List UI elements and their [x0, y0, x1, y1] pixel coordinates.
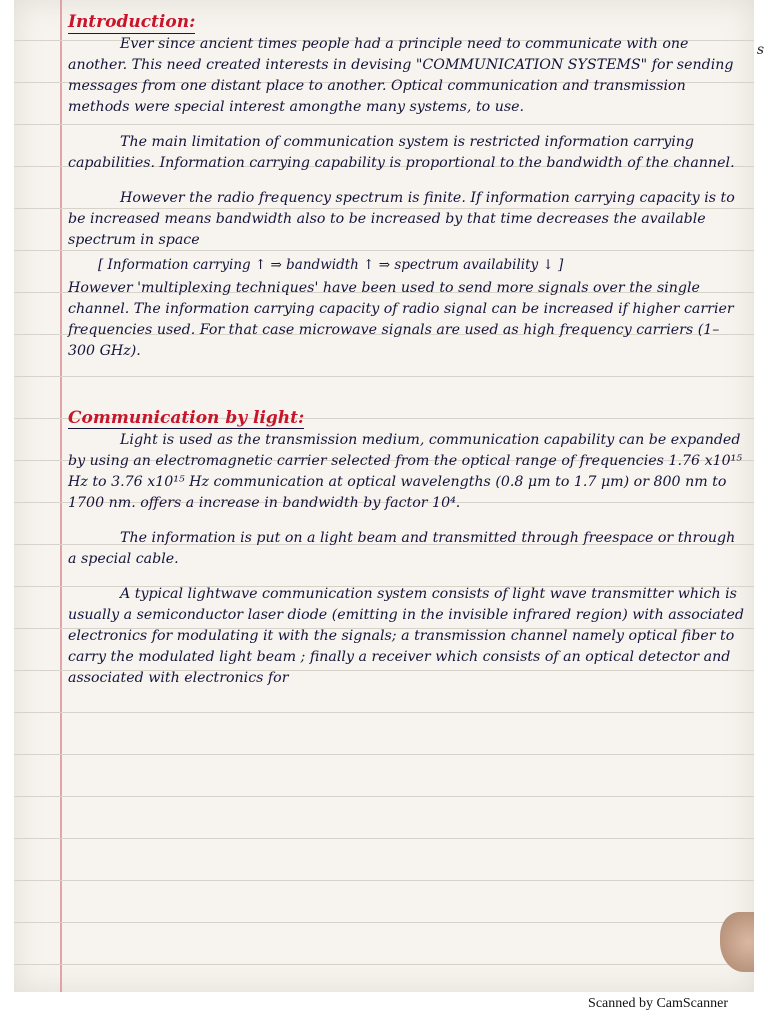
paragraph-multiplexing: However 'multiplexing techniques' have been used to send more signals over the single channel. The information carrying capacity of radio signal can be increased if higher carrier frequencies used. For that case microwave signals are used as high frequency carriers (1–300 GHz).	[68, 280, 734, 359]
finger-thumb-image	[720, 912, 754, 972]
ruled-line	[14, 964, 754, 965]
ruled-line	[14, 880, 754, 881]
ruled-line	[14, 796, 754, 797]
heading-introduction: Introduction:	[68, 12, 196, 32]
notebook-page	[14, 0, 754, 992]
paragraph-light-medium: Light is used as the transmission medium, communication capability can be expanded by using an electromagnetic carrier selected from the optical range of frequencies 1.76 x10¹⁵ Hz to 3.76 x10¹⁵ Hz communication at optical wavelengths (0.8 μm to 1.7 μm) or 800 nm to 1700 nm. offers a increase in bandwidth by factor 10⁴.	[68, 432, 743, 511]
ruled-line	[14, 922, 754, 923]
scanner-watermark: Scanned by CamScanner	[588, 996, 728, 1011]
paragraph-lightwave-system: A typical lightwave communication system consists of light wave transmitter which is usually a semiconductor laser diode (emitting in the invisible infrared region) with associated electronics for modulating it with the signals; a transmission channel namely optical fiber to carry the modulated light beam ; finally a receiver which consists of an optical detector and associated with electronics for	[68, 586, 744, 686]
edge-mark: s	[756, 42, 764, 58]
paragraph-light-beam: The information is put on a light beam and transmitted through freespace or through a special cable.	[68, 530, 736, 567]
handwritten-notes	[68, 10, 744, 703]
heading-communication-by-light: Communication by light:	[68, 408, 305, 428]
ruled-line	[14, 754, 754, 755]
margin-line	[60, 0, 62, 992]
paragraph-limitation: The main limitation of communication system is restricted information carrying capabilities. Information carrying capability is proportional to the bandwidth of the channel.	[68, 134, 735, 171]
paragraph-history: Ever since ancient times people had a principle need to communicate with one another. This need created interests in devising "COMMUNICATION SYSTEMS" for sending messages from one distant place to another. Optical communication and transmission methods were special interest amongthe many systems, to use.	[68, 36, 734, 115]
paragraph-spectrum: However the radio frequency spectrum is finite. If information carrying capacity is to be increased means bandwidth also to be increased by that time decreases the available spectrum in space	[68, 190, 735, 248]
ruled-line	[14, 838, 754, 839]
ruled-line	[14, 712, 754, 713]
relation-bracket: [ Information carrying ↑ ⇒ bandwidth ↑ ⇒ spectrum availability ↓ ]	[98, 257, 564, 273]
